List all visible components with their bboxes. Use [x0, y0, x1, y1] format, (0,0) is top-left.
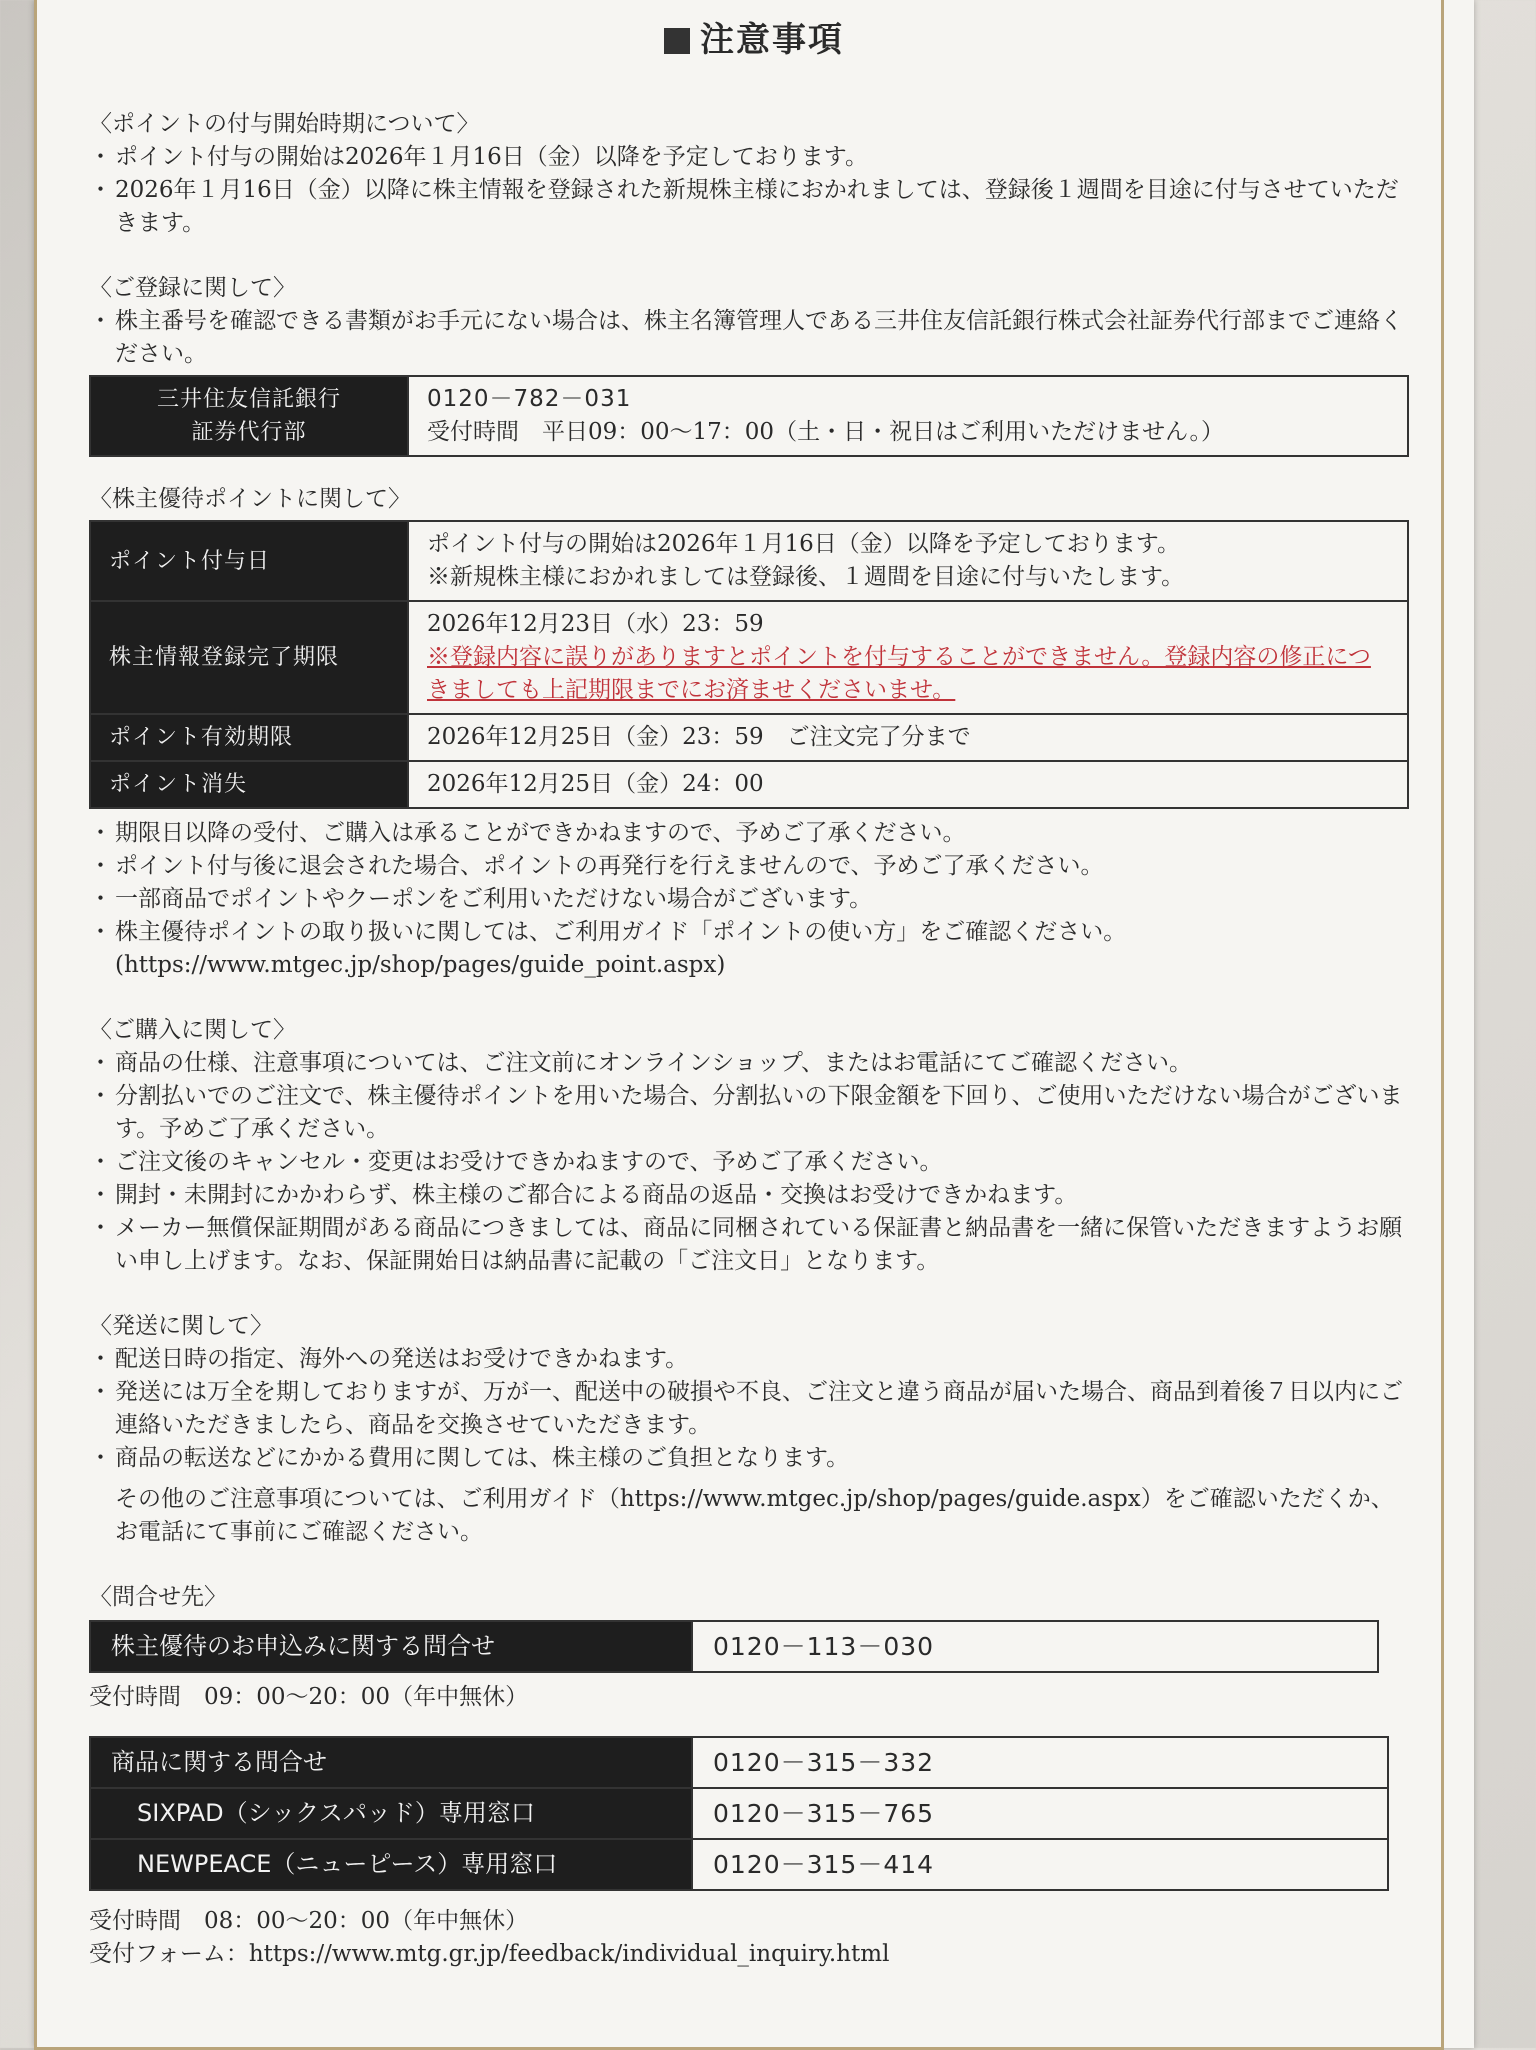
registrar-contact	[408, 376, 1408, 456]
section-points	[89, 483, 1409, 982]
row-label: 株主情報登録完了期限	[90, 601, 408, 714]
list-item: ・ 期限日以降の受付、ご購入は承ることができかねますので、予めご了承ください。	[89, 817, 1409, 850]
application-contact-label: 株主優待のお申込みに関する問合せ	[90, 1621, 692, 1672]
section-heading: 〈ポイントの付与開始時期について〉	[89, 111, 480, 137]
registrar-label: 三井住友信託銀行 証券代行部	[90, 376, 408, 456]
newpeace-phone: 0120－315－414	[692, 1839, 1388, 1890]
registrar-phone: 0120－782－031	[427, 386, 632, 412]
newpeace-label: NEWPEACE（ニューピース）専用窓口	[90, 1839, 692, 1890]
list-item: ・ 2026年１月16日（金）以降に株主情報を登録された新規株主様におかれましては、登録後１週間を目途に付与させていただきます。	[89, 174, 1409, 240]
product-contact-table	[89, 1736, 1389, 1891]
sixpad-label: SIXPAD（シックスパッド）専用窓口	[90, 1788, 692, 1839]
table-row	[90, 714, 1408, 761]
table-row	[90, 761, 1408, 808]
row-value: 2026年12月25日（金）24：00	[408, 761, 1408, 808]
product-hours: 受付時間 08：00～20：00（年中無休）	[89, 1908, 529, 1934]
section-heading: 〈問合せ先〉	[89, 1584, 227, 1610]
product-contact-label: 商品に関する問合せ	[90, 1737, 692, 1788]
list-item: ・ メーカー無償保証期間がある商品につきましては、商品に同梱されている保証書と納品書を一緒に保管いただきますようお願い申し上げます。なお、保証開始日は納品書に記載の「ご注文日」となります。	[89, 1212, 1409, 1278]
table-row	[90, 601, 1408, 714]
section-points-start	[89, 108, 1409, 240]
row-value: 2026年12月23日（水）23：59 ※登録内容に誤りがありますとポイントを付与することができません。登録内容の修正につきましても上記期限までにお済ませくださいませ。	[408, 601, 1408, 714]
product-phone: 0120－315－332	[692, 1737, 1388, 1788]
square-bullet-icon	[664, 28, 690, 54]
section-shipping	[89, 1310, 1409, 1549]
list-item: ・ 一部商品でポイントやクーポンをご利用いただけない場合がございます。	[89, 883, 1409, 916]
list-item: ・ 商品の転送などにかかる費用に関しては、株主様のご負担となります。	[89, 1442, 1409, 1475]
list-item: ・ ご注文後のキャンセル・変更はお受けできかねますので、予めご了承ください。	[89, 1146, 1409, 1179]
guide-point-url: (https://www.mtgec.jp/shop/pages/guide_point.aspx)	[115, 952, 726, 978]
section-heading: 〈発送に関して〉	[89, 1313, 273, 1339]
section-heading: 〈ご登録に関して〉	[89, 275, 296, 301]
list-item: ・ 発送には万全を期しておりますが、万が一、配送中の破損や不良、ご注文と違う商品が届いた場合、商品到着後７日以内にご連絡いただきましたら、商品を交換させていただきます。	[89, 1376, 1409, 1442]
list-item: ・ 株主優待ポイントの取り扱いに関しては、ご利用ガイド「ポイントの使い方」をご確認ください。	[89, 916, 1409, 949]
registrar-table	[89, 375, 1409, 457]
table-row	[90, 521, 1408, 601]
application-phone: 0120－113－030	[692, 1621, 1378, 1672]
registrar-hours: 受付時間 平日09：00～17：00（土・日・祝日はご利用いただけません。）	[427, 419, 1224, 445]
section-contact	[89, 1581, 1409, 1971]
row-label: ポイント消失	[90, 761, 408, 808]
inquiry-form-url: 受付フォーム：https://www.mtg.gr.jp/feedback/individual_inquiry.html	[89, 1941, 890, 1967]
sixpad-phone: 0120－315－765	[692, 1788, 1388, 1839]
application-contact-table	[89, 1620, 1379, 1673]
row-label: ポイント付与日	[90, 521, 408, 601]
section-heading: 〈株主優待ポイントに関して〉	[89, 486, 411, 512]
list-item: ・ 株主番号を確認できる書類がお手元にない場合は、株主名簿管理人である三井住友信託銀行株式会社証券代行部までご連絡ください。	[89, 305, 1409, 371]
points-table	[89, 520, 1409, 809]
shipping-note: その他のご注意事項については、ご利用ガイド（https://www.mtgec.jp/shop/pages/guide.aspx）をご確認いただくか、お電話にて事前にご確認ください。	[115, 1486, 1394, 1545]
list-item: ・ ポイント付与の開始は2026年１月16日（金）以降を予定しております。	[89, 141, 1409, 174]
warning-note: ※登録内容に誤りがありますとポイントを付与することができません。登録内容の修正につきましても上記期限までにお済ませくださいませ。	[427, 644, 1371, 703]
document-body	[89, 100, 1409, 1971]
document-title: 注意事項	[34, 12, 1474, 61]
table-row	[90, 1788, 1388, 1839]
list-item: ・ 分割払いでのご注文で、株主優待ポイントを用いた場合、分割払いの下限金額を下回り、ご使用いただけない場合がございます。予めご了承ください。	[89, 1080, 1409, 1146]
row-value: 2026年12月25日（金）23：59 ご注文完了分まで	[408, 714, 1408, 761]
list-item: ・ 商品の仕様、注意事項については、ご注文前にオンラインショップ、またはお電話にてご確認ください。	[89, 1047, 1409, 1080]
section-heading: 〈ご購入に関して〉	[89, 1017, 296, 1043]
row-label: ポイント有効期限	[90, 714, 408, 761]
document-sheet	[34, 0, 1474, 2048]
list-item: ・ 配送日時の指定、海外への発送はお受けできかねます。	[89, 1343, 1409, 1376]
section-purchase	[89, 1014, 1409, 1278]
application-hours: 受付時間 09：00～20：00（年中無休）	[89, 1684, 529, 1710]
list-item: ・ 開封・未開封にかかわらず、株主様のご都合による商品の返品・交換はお受けできかねます。	[89, 1179, 1409, 1212]
list-item: ・ ポイント付与後に退会された場合、ポイントの再発行を行えませんので、予めご了承ください。	[89, 850, 1409, 883]
row-value: ポイント付与の開始は2026年１月16日（金）以降を予定しております。 ※新規株主様におかれましては登録後、１週間を目途に付与いたします。	[408, 521, 1408, 601]
table-row	[90, 1737, 1388, 1788]
section-registration	[89, 272, 1409, 457]
table-row	[90, 1839, 1388, 1890]
